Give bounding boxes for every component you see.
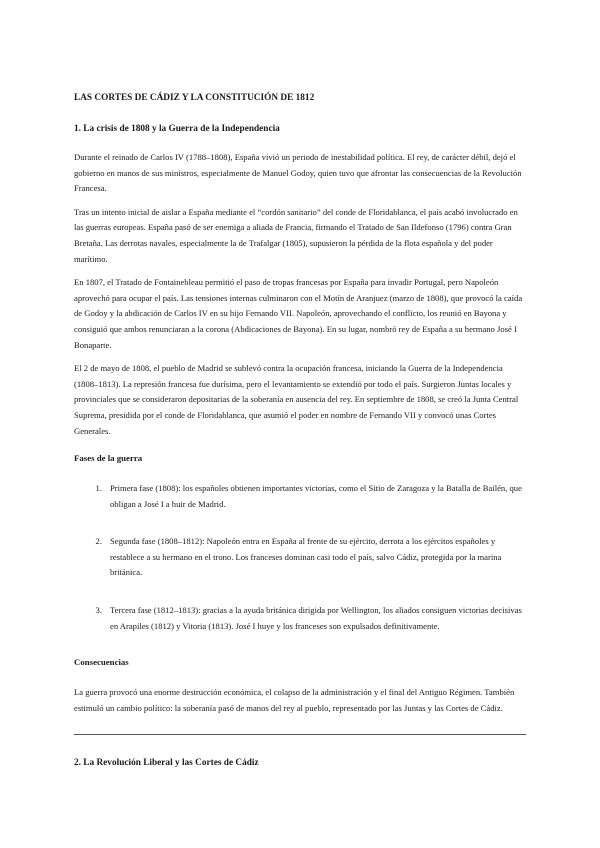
section-1-heading: 1. La crisis de 1808 y la Guerra de la Independencia — [74, 124, 280, 134]
document-page — [74, 92, 526, 784]
consequences-paragraph: La guerra provocó una enorme destrucción económica, el colapso de la administración y el final del Antiguo Régimen. También estimuló un cambio político: la soberanía pasó de manos del rey al pueblo, representado por las Juntas y las Cortes de Cádiz. — [74, 687, 515, 713]
section-divider — [74, 734, 526, 735]
list-item-text: Segunda fase (1808–1812): Napoleón entra en España al frente de su ejército, derrota a los ejércitos españoles y restablece a su hermano en el trono. Los franceses dominan casi todo el país, salvo Cádiz, protegida por la marina británica. — [110, 536, 502, 578]
phases-list — [74, 481, 526, 634]
list-item-number: 1. — [95, 483, 102, 494]
paragraph: Durante el reinado de Carlos IV (1788–1808), España vivió un periodo de inestabilidad política. El rey, de carácter débil, dejó el gobierno en manos de sus ministros, especialmente de Manuel Godoy, quien tuvo que afrontar las consecuencias de la Revolución Francesa. — [74, 152, 522, 194]
list-item-number: 2. — [95, 536, 102, 547]
list-item — [74, 534, 526, 581]
paragraph: Tras un intento inicial de aislar a España mediante el “cordón sanitario” del conde de Floridablanca, el país acabó involucrado en las guerras europeas. España pasó de ser enemiga a aliada de Francia, firmando el Tratado de San Ildefonso (1796) contra Gran Bretaña. Las derrotas navales, especialmente la de Trafalgar (1805), supusieron la pérdida de la flota española y del poder marítimo. — [74, 206, 518, 264]
list-item — [74, 603, 526, 634]
consequences-heading: Consecuencias — [74, 657, 129, 668]
section-2-heading: 2. La Revolución Liberal y las Cortes de Cádiz — [74, 758, 259, 769]
list-item-text: Primera fase (1808): los españoles obtienen importantes victorias, como el Sitio de Zaragoza y la Batalla de Bailén, que obligan a José I a huir de Madrid. — [110, 483, 522, 509]
list-item — [74, 481, 526, 512]
paragraph: En 1807, el Tratado de Fontainebleau permitió el paso de tropas francesas por España para invadir Portugal, pero Napoleón aprovechó para ocupar el país. Las tensiones internas culminaron con el Motín de Aranjuez (marzo de 1808), que provocó la caída de Godoy y la abdicación de Carlos IV en su hijo Fernando VII. Napoleón, aprovechando el conflicto, los reunió en Bayona y consiguió que ambos renunciaran a la corona (Abdicaciones de Bayona). En su lugar, nombró rey de España a su hermano José I Bonaparte. — [74, 277, 523, 350]
document-title: LAS CORTES DE CÁDIZ Y LA CONSTITUCIÓN DE 1812 — [74, 93, 315, 103]
phases-heading: Fases de la guerra — [74, 453, 143, 464]
paragraph: El 2 de mayo de 1808, el pueblo de Madrid se sublevó contra la ocupación francesa, iniciando la Guerra de la Independencia (1808–1813). La represión francesa fue durísima, pero el levantamiento se extendió por todo el país. Surgieron Juntas locales y provinciales que se consideraron depositarias de la soberanía en ausencia del rey. En septiembre de 1808, se creó la Junta Central Suprema, presidida por el conde de Floridablanca, que asumió el poder en nombre de Fernando VII y convocó unas Cortes Generales. — [74, 363, 519, 436]
list-item-number: 3. — [95, 605, 102, 616]
list-item-text: Tercera fase (1812–1813): gracias a la ayuda británica dirigida por Wellington, los aliados consiguen victorias decisivas en Arapiles (1812) y Vitoria (1813). José I huye y los franceses son expulsados definitivamente. — [110, 605, 522, 631]
